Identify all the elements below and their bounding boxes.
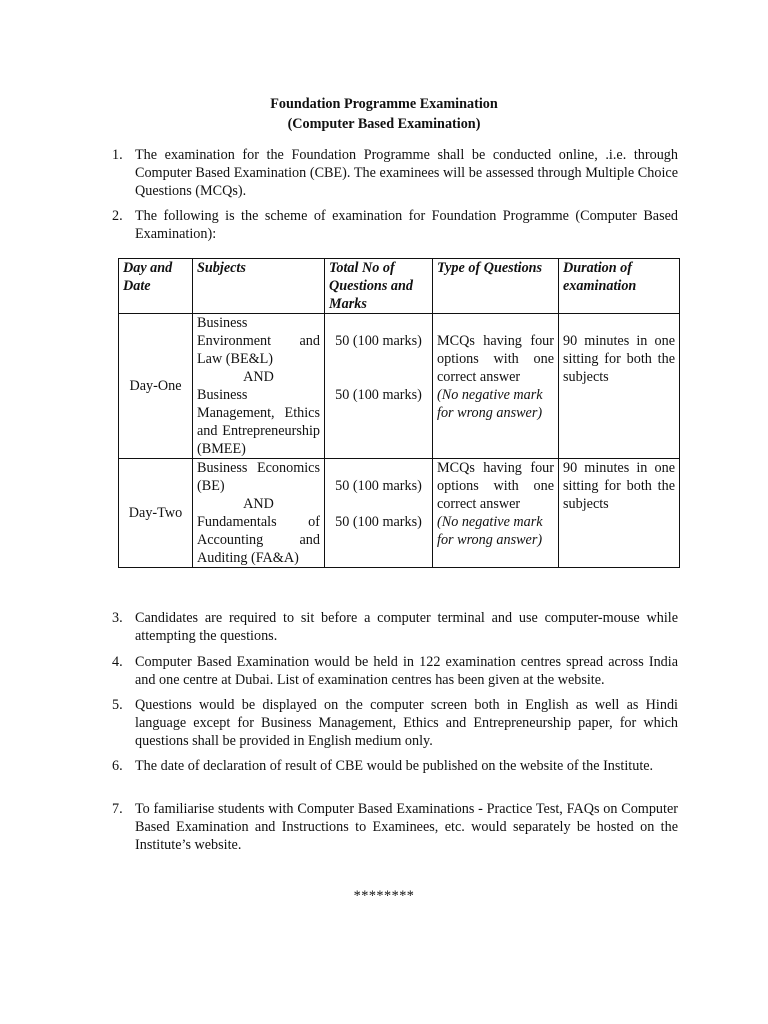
marks-2: 50 (100 marks)	[335, 514, 422, 530]
list-text: The examination for the Foundation Programme shall be conducted online, .i.e. through Computer Based Examination (CBE). The examinees will be assessed through Multiple Choice Questions (MCQs).	[135, 147, 678, 199]
subject-1: Business Economics (BE)	[197, 460, 320, 494]
list-number: 7.	[112, 801, 123, 817]
duration-cell	[559, 314, 680, 459]
subject-2: Business Management, Ethics and Entrepreneurship (BMEE)	[197, 387, 320, 457]
list-item-1	[112, 146, 678, 200]
list-text: The following is the scheme of examination for Foundation Programme (Computer Based Examination):	[135, 208, 678, 242]
and-label: AND	[243, 496, 274, 512]
marks-2: 50 (100 marks)	[335, 387, 422, 403]
list-text: Computer Based Examination would be held in 122 examination centres spread across India and one centre at Dubai. List of examination centres has been given at the website.	[135, 654, 678, 688]
end-marker: ********	[353, 888, 415, 904]
day-cell: Day-One	[119, 314, 193, 459]
table-row	[119, 459, 680, 568]
type-note: (No negative mark for wrong answer)	[437, 514, 543, 548]
list-text: Candidates are required to sit before a computer terminal and use computer-mouse while attempting the questions.	[135, 610, 678, 644]
title-line-2: (Computer Based Examination)	[287, 116, 481, 132]
header-total-questions: Total No of Questions and Marks	[325, 259, 433, 314]
day-cell: Day-Two	[119, 459, 193, 568]
list-item-5	[112, 696, 678, 750]
header-subjects: Subjects	[193, 259, 325, 314]
subject-1: Business Environment and Law (BE&L)	[197, 315, 320, 367]
subjects-cell	[193, 459, 325, 568]
title-line-1: Foundation Programme Examination	[270, 96, 498, 112]
list-item-3	[112, 609, 678, 645]
list-item-4	[112, 653, 678, 689]
duration-text: 90 minutes in one sitting for both the subjects	[563, 333, 675, 385]
type-cell	[433, 459, 559, 568]
type-text: MCQs having four options with one correct answer	[437, 333, 554, 385]
list-item-7	[112, 800, 678, 854]
list-number: 2.	[112, 208, 123, 224]
list-number: 3.	[112, 610, 123, 626]
list-text: Questions would be displayed on the computer screen both in English as well as Hindi language except for Business Management, Ethics and Entrepreneurship paper, for which questions shall be provided in English medium only.	[135, 697, 678, 749]
list-number: 5.	[112, 697, 123, 713]
list-item-6	[112, 757, 678, 775]
marks-1: 50 (100 marks)	[335, 478, 422, 494]
document-title	[0, 94, 768, 134]
type-text: MCQs having four options with one correct answer	[437, 460, 554, 512]
exam-scheme-table	[118, 258, 680, 568]
table-header-row	[119, 259, 680, 314]
marks-cell	[325, 314, 433, 459]
list-number: 1.	[112, 147, 123, 163]
subject-2: Fundamentals of Accounting and Auditing (FA&A)	[197, 514, 320, 566]
duration-cell	[559, 459, 680, 568]
type-cell	[433, 314, 559, 459]
marks-1: 50 (100 marks)	[335, 333, 422, 349]
header-type-questions: Type of Questions	[433, 259, 559, 314]
duration-text: 90 minutes in one sitting for both the subjects	[563, 460, 675, 512]
header-day-date: Day and Date	[119, 259, 193, 314]
list-text: The date of declaration of result of CBE would be published on the website of the Institute.	[135, 758, 654, 774]
list-text: To familiarise students with Computer Based Examinations - Practice Test, FAQs on Computer Based Examination and Instructions to Examinees, etc. would separately be hosted on the Institute’s website.	[135, 801, 678, 853]
list-item-2	[112, 207, 678, 243]
subjects-cell	[193, 314, 325, 459]
marks-cell	[325, 459, 433, 568]
header-duration: Duration of examination	[559, 259, 680, 314]
type-note: (No negative mark for wrong answer)	[437, 387, 543, 421]
and-label: AND	[243, 369, 274, 385]
list-number: 4.	[112, 654, 123, 670]
list-number: 6.	[112, 758, 123, 774]
table-row	[119, 314, 680, 459]
